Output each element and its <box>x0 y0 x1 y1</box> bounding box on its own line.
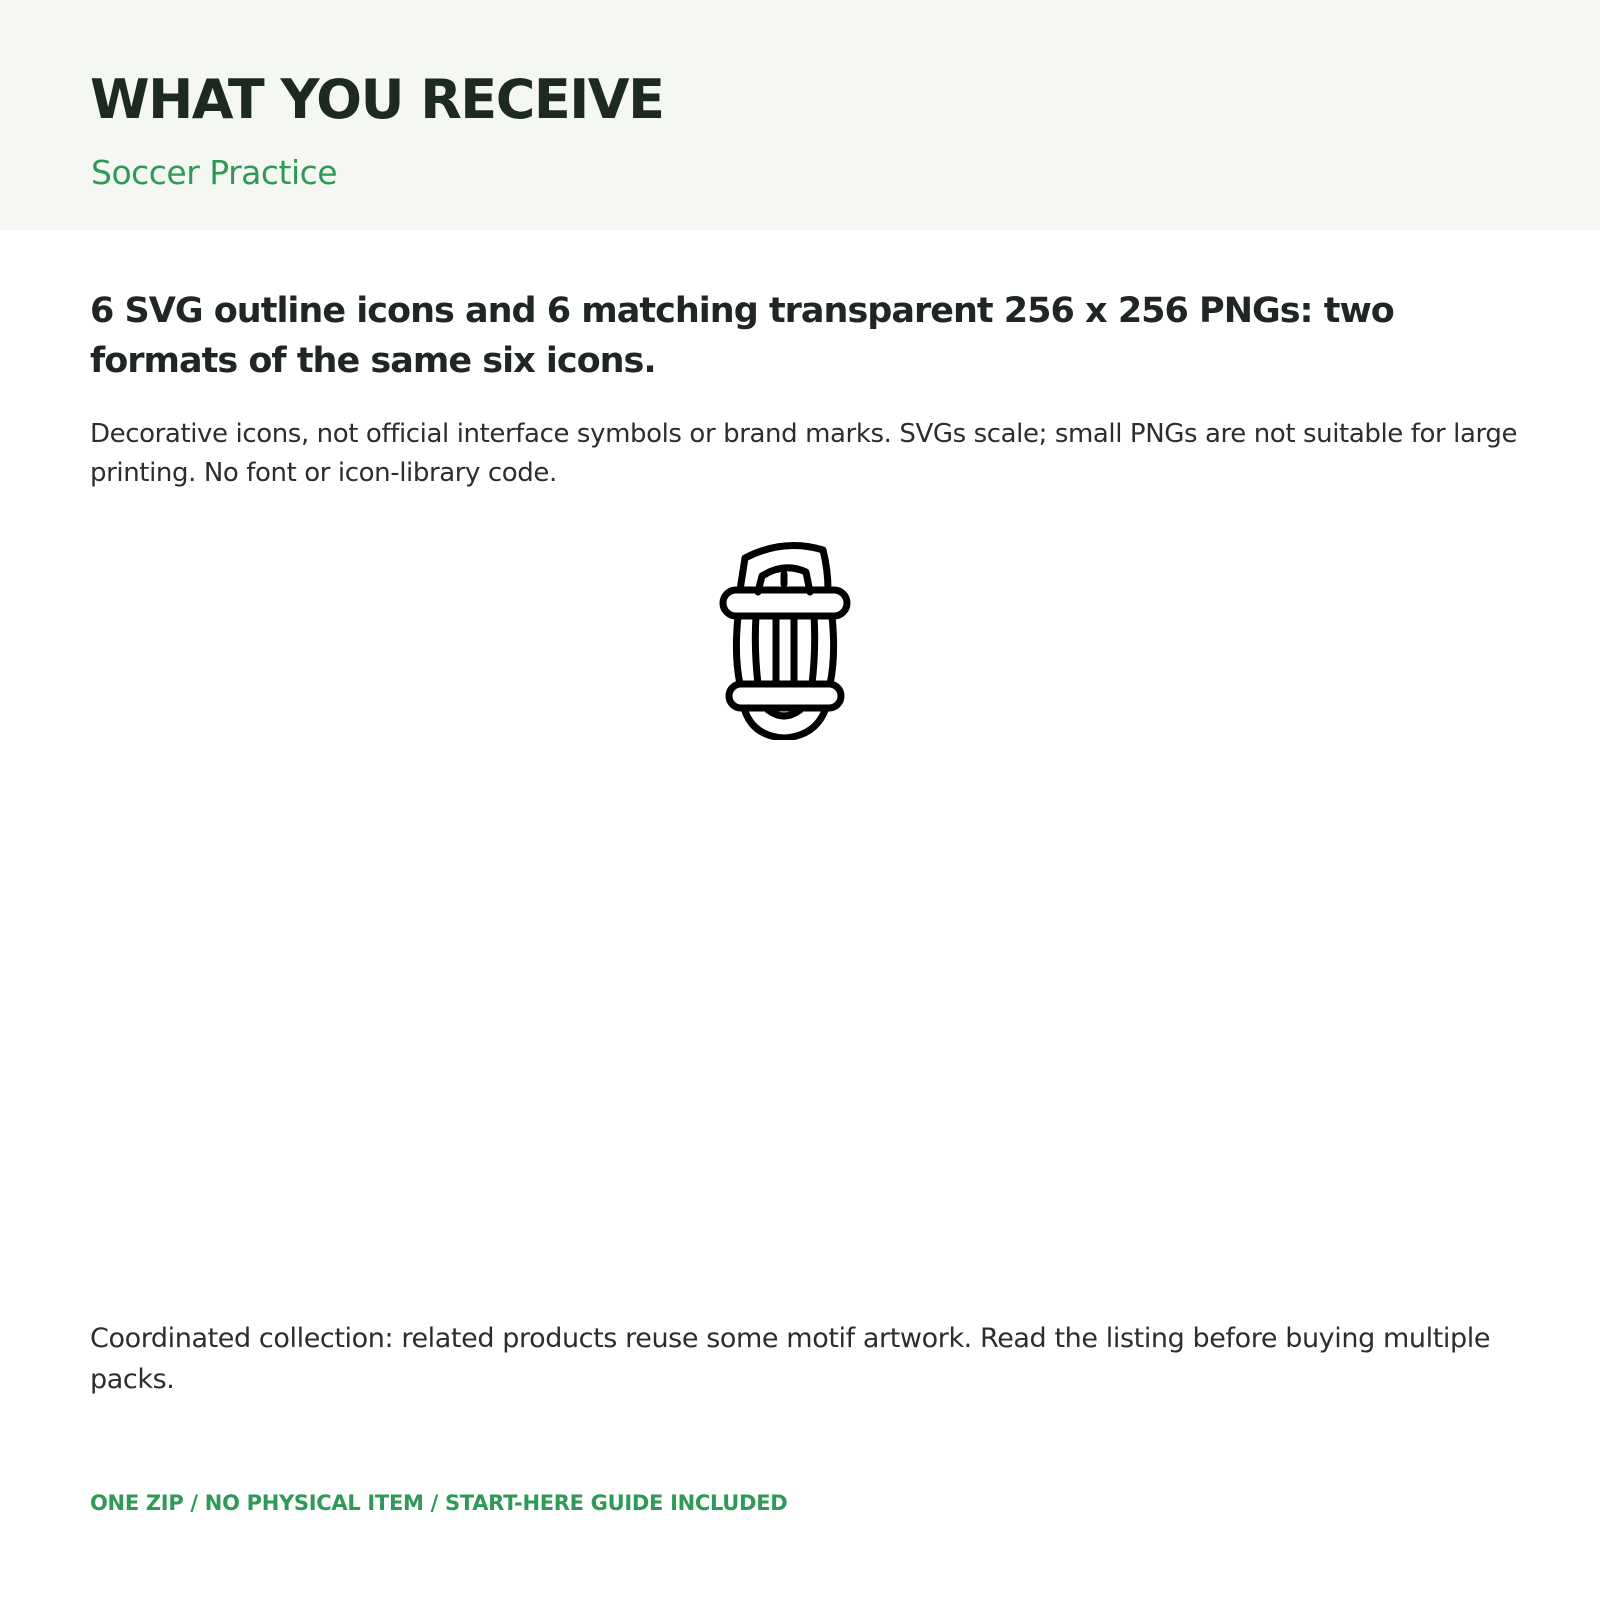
product-headline: 6 SVG outline icons and 6 matching transparent 256 x 256 PNGs: two formats of the same six icons. <box>90 291 1394 381</box>
shin-guard-icon <box>718 540 882 740</box>
usage-disclaimer: Decorative icons, not official interface symbols or brand marks. SVGs scale; small PNGs are not suitable for large printing. No font or icon-library code. <box>90 419 1518 488</box>
footer-tagline: ONE ZIP / NO PHYSICAL ITEM / START-HERE GUIDE INCLUDED <box>90 1491 788 1515</box>
page-title: WHAT YOU RECEIVE <box>90 68 664 131</box>
collection-note: Coordinated collection: related products reuse some motif artwork. Read the listing before buying multiple packs. <box>90 1323 1491 1395</box>
header-band <box>0 0 1600 230</box>
page-subtitle: Soccer Practice <box>91 153 338 192</box>
